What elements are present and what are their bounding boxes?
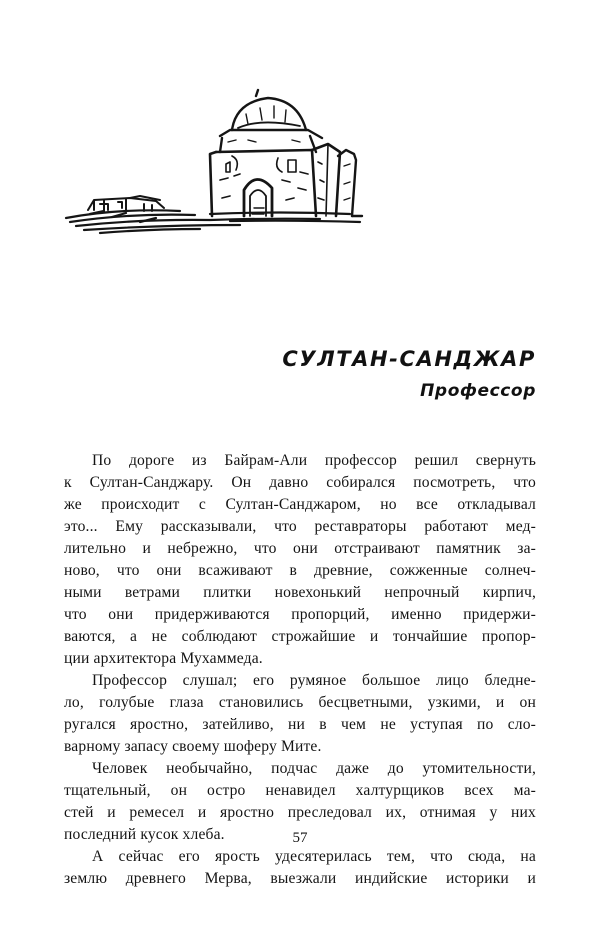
text-line: же происходит с Султан-Санджаром, но все откладывал — [64, 496, 536, 513]
chapter-subtitle: Профессор — [420, 381, 536, 401]
text-line: ваются, а не соблюдают строжайшие и тончайшие пропор- — [64, 628, 536, 645]
mausoleum-sketch-icon — [60, 80, 380, 250]
text-line: последний кусок хлеба. — [64, 826, 225, 843]
text-line: Профессор слушал; его румяное большое лицо бледне- — [92, 672, 536, 689]
text-line: лительно и небрежно, что они отстраивают памятник за- — [64, 540, 536, 557]
text-line: что они придерживаются пропорций, именно придержи- — [64, 606, 536, 623]
text-line: ново, что они всаживают в древние, сожженные солнеч- — [64, 562, 536, 579]
page-number: 57 — [292, 830, 308, 846]
text-line: стей и ремесел и яростно преследовал их, отнимая у них — [64, 804, 536, 821]
text-line: ругался яростно, затейливо, ни в чем не уступая по сло- — [64, 716, 536, 733]
text-line: ло, голубые глаза становились бесцветными, узкими, и он — [64, 694, 536, 711]
text-line: А сейчас его ярость удесятерилась тем, что сюда, на — [92, 848, 536, 865]
text-line: это... Ему рассказывали, что реставраторы работают мед- — [64, 518, 536, 535]
text-line: По дороге из Байрам-Али профессор решил свернуть — [92, 452, 536, 469]
text-line: ции архитектора Мухаммеда. — [64, 650, 263, 667]
text-line: Человек необычайно, подчас даже до утомительности, — [92, 760, 536, 777]
text-line: ными ветрами плитки новехонький непрочный кирпич, — [64, 584, 536, 601]
text-line: землю древнего Мерва, выезжали индийские историки и — [64, 870, 536, 887]
text-line: тщательный, он остро ненавидел халтурщиков всех ма- — [64, 782, 536, 799]
text-line: к Султан-Санджару. Он давно собирался посмотреть, что — [64, 474, 536, 491]
chapter-title: СУЛТАН-САНДЖАР — [282, 347, 536, 371]
body-text — [64, 450, 536, 890]
text-line: варному запасу своему шоферу Мите. — [64, 738, 322, 755]
